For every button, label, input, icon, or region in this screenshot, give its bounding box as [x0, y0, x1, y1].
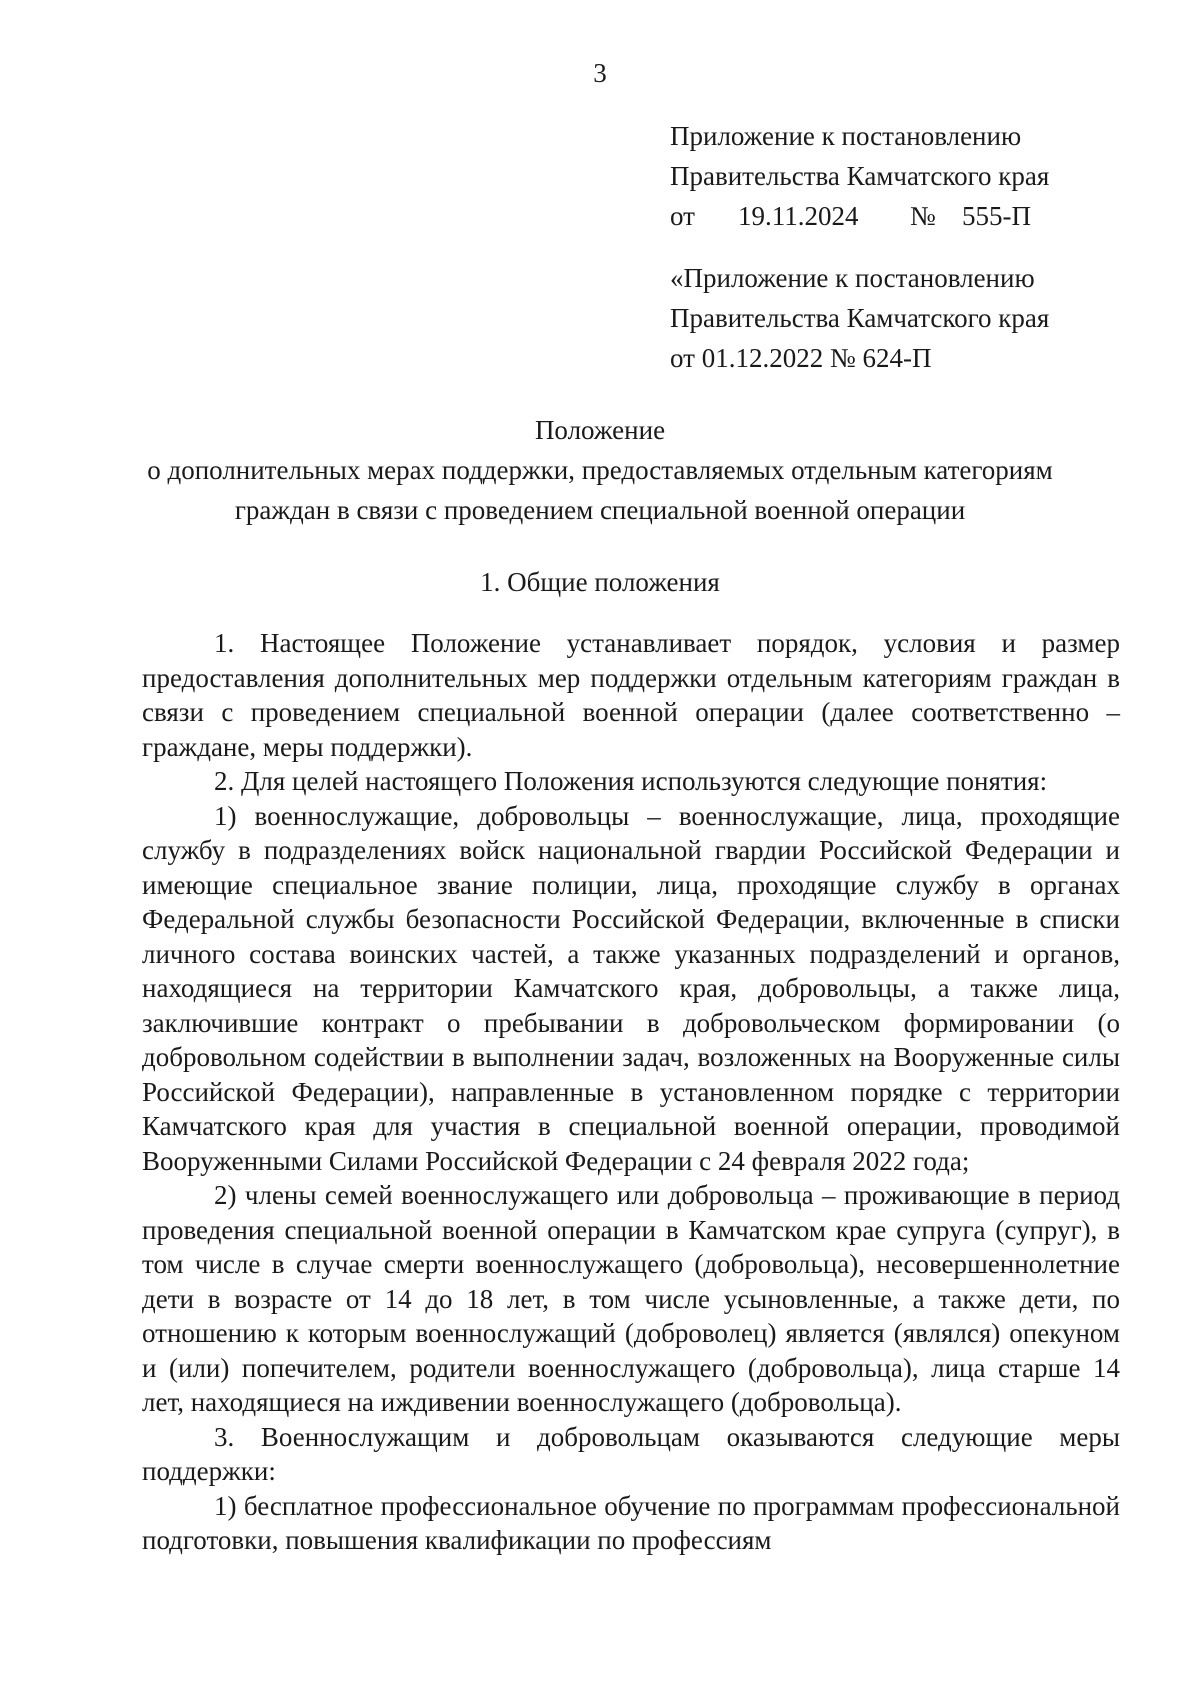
appendix-date-line — [670, 196, 1150, 236]
date-prefix: от — [670, 201, 695, 231]
paragraph: 1. Настоящее Положение устанавливает порядок, условия и размер предоставления дополнительных мер поддержки отдельным категориям граждан в связи с проведением специальной военной операции (далее соответственно – граждане, меры поддержки). — [142, 628, 1120, 762]
title-line: Положение — [534, 415, 666, 445]
appendix-line: Правительства Камчатского края — [670, 161, 1050, 191]
document-title — [0, 410, 1200, 530]
number-sign: № — [910, 201, 936, 231]
page-number: 3 — [593, 58, 607, 88]
paragraph: 1) бесплатное профессиональное обучение по программам профессиональной подготовки, повышения квалификации по профессиям — [142, 1490, 1120, 1555]
section-heading: 1. Общие положения — [480, 567, 720, 597]
resolution-number: 555-П — [962, 201, 1031, 231]
appendix-original-reference — [670, 258, 1150, 378]
appendix-line: Приложение к постановлению — [670, 121, 1022, 151]
paragraph: 2. Для целей настоящего Положения используются следующие понятия: — [214, 766, 1048, 796]
paragraph: 1) военнослужащие, добровольцы – военнослужащие, лица, проходящие службу в подразделениях войск национальной гвардии Российской Федерации и имеющие специальное звание полиции, лица, проходящие службу в органах Федеральной службы безопасности Российской Федерации, включенные в списки личного состава воинских частей, а также указанных подразделений и органов, находящиеся на территории Камчатского края, добровольцы, а также лица, заключившие контракт о пребывании в добровольческом формировании (о добровольном содействии в выполнении задач, возложенных на Вооруженные силы Российской Федерации), направленные в установленном порядке с территории Камчатского края для участия в специальной военной операции, проводимой Вооруженными Силами Российской Федерации с 24 февраля 2022 года; — [142, 800, 1120, 1176]
resolution-date: 19.11.2024 — [738, 201, 859, 231]
appendix-current-reference — [670, 116, 1150, 236]
paragraph: 3. Военнослужащим и добровольцам оказываются следующие меры поддержки: — [142, 1421, 1120, 1486]
title-line: о дополнительных мерах поддержки, предоставляемых отдельным категориям — [147, 455, 1053, 485]
body-text — [142, 626, 1120, 1558]
appendix-line: «Приложение к постановлению — [670, 263, 1035, 293]
appendix-line: Правительства Камчатского края — [670, 303, 1050, 333]
appendix-line: от 01.12.2022 № 624-П — [670, 343, 932, 373]
paragraph: 2) члены семей военнослужащего или добровольца – проживающие в период проведения специальной военной операции в Камчатском крае супруга (супруг), в том числе в случае смерти военнослужащего (добровольца), несовершеннолетние дети в возрасте от 14 до 18 лет, в том числе усыновленные, а также дети, по отношению к которым военнослужащий (доброволец) является (являлся) опекуном и (или) попечителем, родители военнослужащего (добровольца), лица старше 14 лет, находящиеся на иждивении военнослужащего (добровольца). — [142, 1180, 1120, 1417]
title-line: граждан в связи с проведением специальной военной операции — [234, 495, 966, 525]
